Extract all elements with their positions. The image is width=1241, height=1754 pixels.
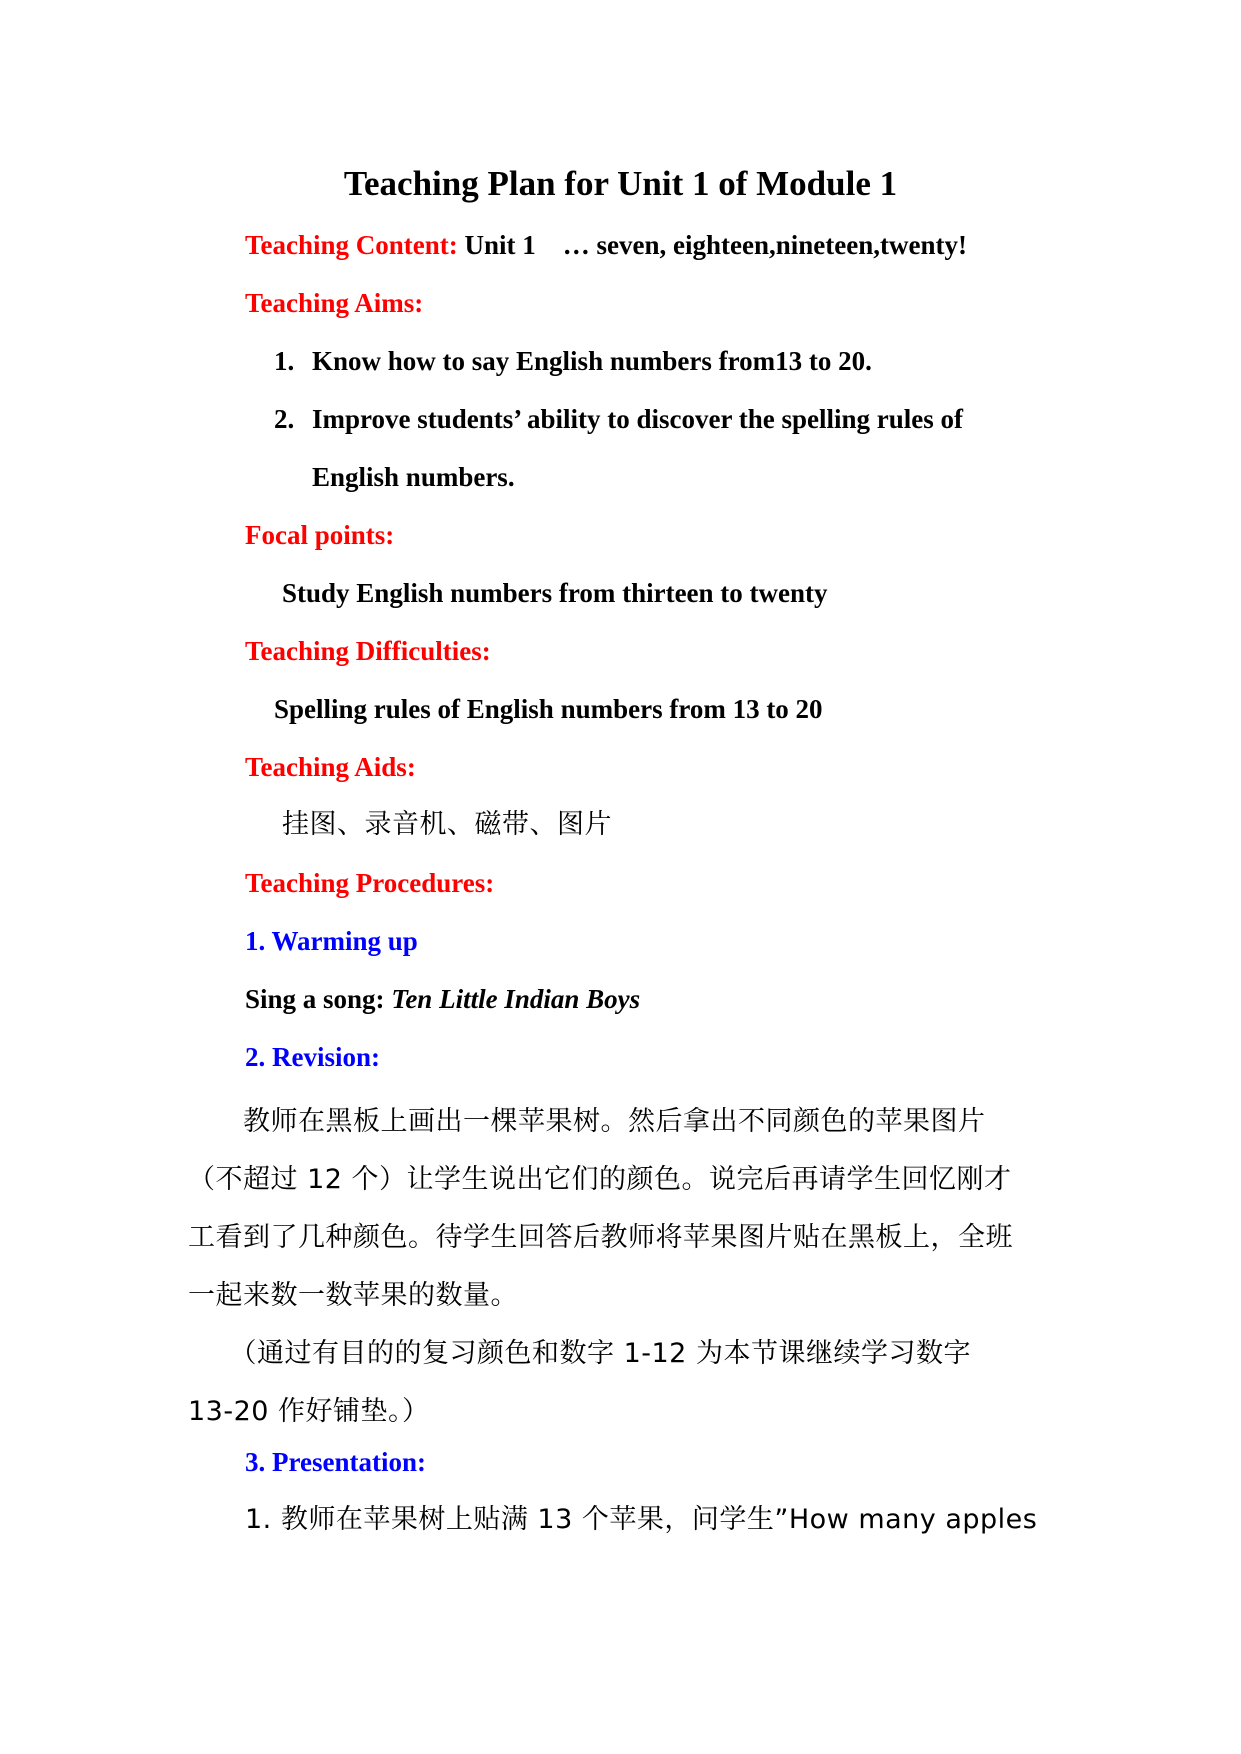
revision-line: 教师在黑板上画出一棵苹果树。然后拿出不同颜色的苹果图片 (188, 1106, 986, 1137)
teaching-content-line (245, 228, 967, 262)
aims-item-2 (274, 402, 963, 436)
teaching-difficulties-text: Spelling rules of English numbers from 13 to 20 (274, 694, 823, 724)
teaching-procedures-label: Teaching Procedures: (245, 868, 495, 898)
presentation-item-1: 1. 教师在苹果树上贴满 13 个苹果，问学生”How many apples (245, 1504, 1038, 1535)
presentation-heading: 3. Presentation: (245, 1447, 426, 1477)
aims-item-2-continuation: English numbers. (312, 462, 515, 492)
song-line (245, 982, 640, 1016)
song-label: Sing a song: (245, 984, 392, 1014)
page-title: Teaching Plan for Unit 1 of Module 1 (343, 164, 898, 203)
warming-up-heading: 1. Warming up (245, 926, 418, 956)
aims-item-number: 1. (274, 346, 295, 376)
aims-item-1 (274, 344, 872, 378)
revision-line: 工看到了几种颜色。待学生回答后教师将苹果图片贴在黑板上，全班 (188, 1222, 1013, 1253)
revision-line: 一起来数一数苹果的数量。 (188, 1280, 518, 1311)
aims-item-text: Know how to say English numbers from13 to 20. (312, 346, 872, 376)
focal-points-label: Focal points: (245, 520, 395, 550)
song-title: Ten Little Indian Boys (391, 984, 641, 1014)
aims-item-text: Improve students’ ability to discover the spelling rules of (312, 404, 964, 434)
aims-item-number: 2. (274, 404, 295, 434)
teaching-aims-label: Teaching Aims: (245, 288, 424, 318)
teaching-difficulties-label: Teaching Difficulties: (245, 636, 491, 666)
teaching-aids-text: 挂图、录音机、磁带、图片 (282, 809, 612, 840)
revision-note-line: 13-20 作好铺垫。） (188, 1396, 430, 1427)
teaching-content-label: Teaching Content: (245, 230, 458, 260)
revision-heading: 2. Revision: (245, 1042, 380, 1072)
focal-points-text: Study English numbers from thirteen to twenty (282, 578, 828, 608)
revision-line: （不超过 12 个）让学生说出它们的颜色。说完后再请学生回忆刚才 (188, 1164, 1012, 1195)
teaching-aids-label: Teaching Aids: (245, 752, 416, 782)
teaching-content-value: Unit 1 … seven, eighteen,nineteen,twenty! (464, 230, 967, 260)
revision-note-line: （通过有目的的复习颜色和数字 1-12 为本节课继续学习数字 (188, 1338, 971, 1369)
revision-paragraph (188, 1093, 1068, 1441)
